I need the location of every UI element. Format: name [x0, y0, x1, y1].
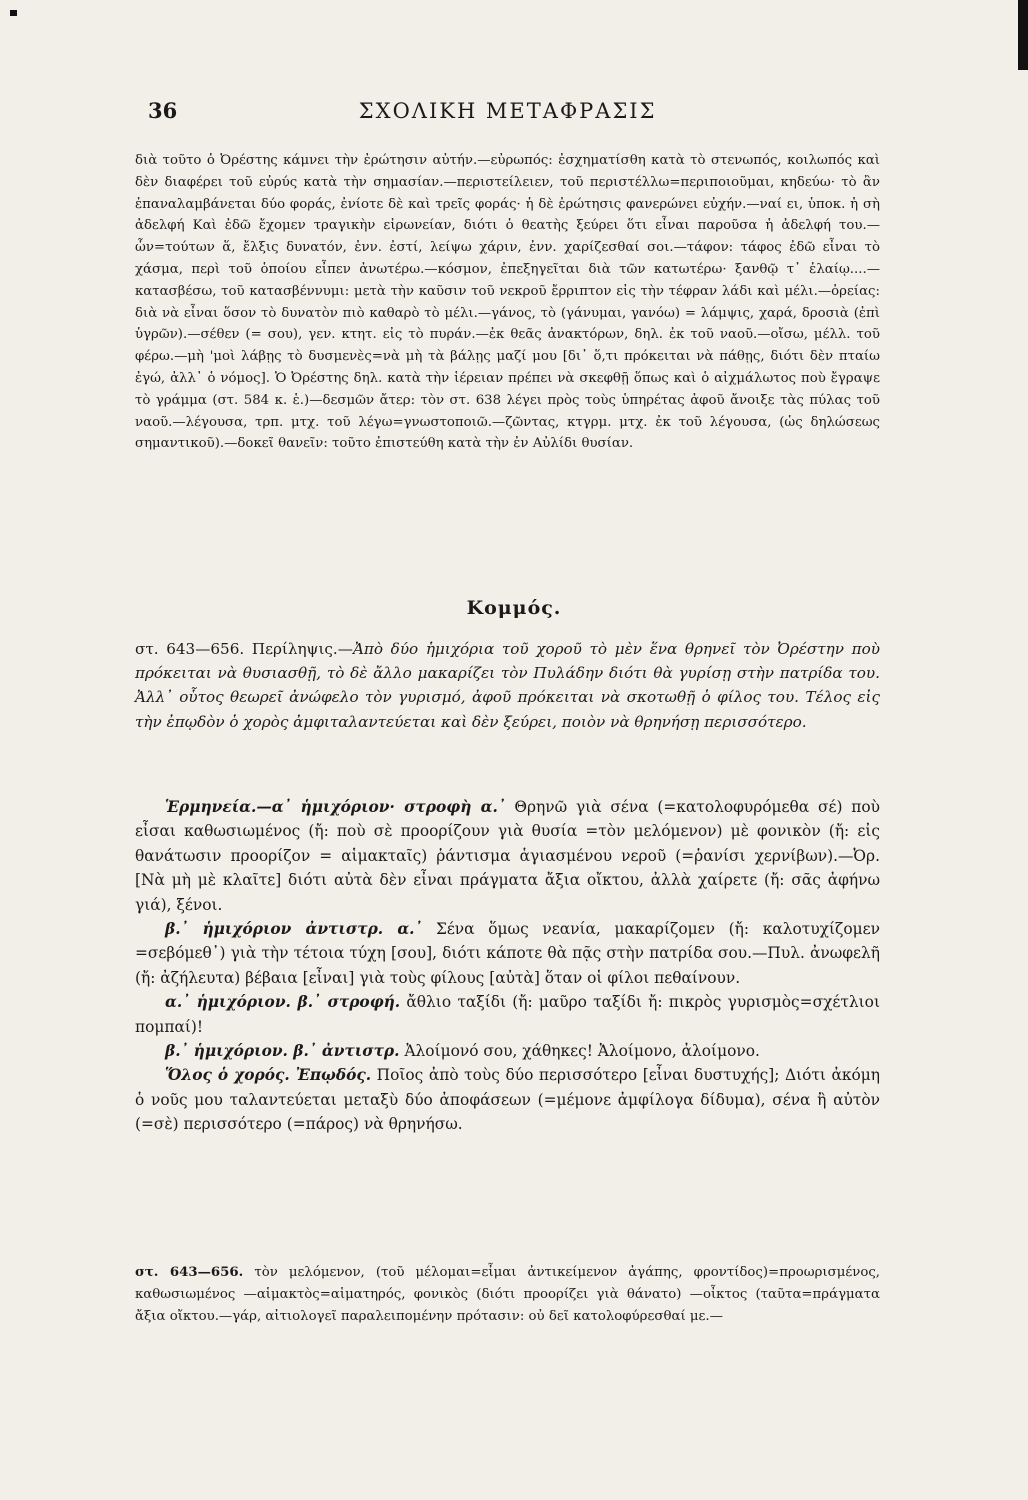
- interp-text: Θρηνῶ γιὰ σένα (=κατολοφυρόμεθα σέ) ποὺ εἶσαι καθωσιωμένος (ἤ: ποὺ σὲ προορίζουν γιὰ θυσία =τὸν μελόμενον) μὲ φονικὸν (ἤ: εἰς θανάτωσιν προορίζον = αἱμακταῖς) ῥάντισμα ἁγιασμένου νεροῦ (=ῥανίσι χερνίβων).—Ὀρ. [Νὰ μὴ μὲ κλαῖτε] διότι αὐτὰ δὲν εἶναι πράγματα ἄξια οἴκτου, ἀλλὰ χαίρετε (ἤ: σᾶς ἀφήνω γιά), ξένοι.: [135, 798, 880, 914]
- interp-label: β.᾽ ἡμιχόριον. β.᾽ ἀντιστρ.: [165, 1042, 400, 1061]
- interp-paragraph: [135, 1063, 880, 1136]
- interp-text: Ἀλοίμονό σου, χάθηκες! Ἀλοίμονο, ἀλοίμονο.: [404, 1042, 760, 1061]
- scan-edge-mark: [1018, 0, 1028, 70]
- notes-bottom-ref: στ. 643—656.: [135, 1265, 244, 1280]
- interp-text: Σένα ὅμως νεανία, μακαρίζομεν (ἤ: καλοτυχίζομεν =σεβόμεθ᾽) γιὰ τὴν τέτοια τύχη [σου], διότι κάποτε θὰ πᾷς στὴν πατρίδα σου.—Πυλ. ἀνωφελῆ (ἤ: ἀζήλευτα) βέβαια [εἶναι] γιὰ τοὺς φίλους [αὐτὰ] ὅταν οἱ φίλοι πεθαίνουν.: [135, 920, 880, 987]
- interp-label: Ἑρμηνεία.—α᾽ ἡμιχόριον· στροφὴ α.᾽: [165, 798, 506, 816]
- interp-text: Ποῖος ἀπὸ τοὺς δύο περισσότερο [εἶναι δυστυχής]; Διότι ἀκόμη ὁ νοῦς μου ταλαντεύεται μεταξὺ δύο ἀποφάσεων (=μέμονε ἀμφίλογα δίδυμα), σένα ἢ αὐτὸν (=σὲ) περισσότερο (=πάρος) νὰ θρηνήσω.: [135, 1066, 880, 1134]
- notes-bottom-text: τὸν μελόμενον, (τοῦ μέλομαι=εἶμαι ἀντικείμενον ἀγάπης, φροντίδος)=προωρισμένος, καθωσιωμένος —αἱμακτὸς=αἱματηρός, φονικὸς (διότι προορίζει γιὰ θάνατο) —οἶκτος (ταῦτα=πράγματα ἄξια οἴκτου.—γάρ, αἰτιολογεῖ παραλειπομένην πρότασιν: οὐ δεῖ κατολοφύρεσθαί με.—: [135, 1265, 881, 1324]
- summary-body: Ἀπὸ δύο ἡμιχόρια τοῦ χοροῦ τὸ μὲν ἕνα θρηνεῖ τὸν Ὀρέστην ποὺ πρόκειται νὰ θυσιασθῇ, τὸ δὲ ἄλλο μακαρίζει τὸν Πυλάδην διότι θὰ γυρίσῃ στὴν πατρίδα του. Ἀλλ᾽ οὗτος θεωρεῖ ἀνώφελο τὸν γυρισμό, ἀφοῦ πρόκειται νὰ σκοτωθῇ ὁ φίλος του. Τέλος εἰς τὴν ἐπῳδὸν ὁ χορὸς ἀμφιταλαντεύεται καὶ δὲν ξεύρει, ποιὸν νὰ θρηνήσῃ περισσότερο.: [135, 640, 880, 731]
- summary-lead: στ. 643—656. Περίληψις.—: [135, 640, 353, 658]
- interp-paragraph: [135, 990, 880, 1039]
- interp-paragraph: [135, 1039, 880, 1063]
- section-title: Κομμός.: [466, 597, 562, 619]
- notes-top: διὰ τοῦτο ὁ Ὀρέστης κάμνει τὴν ἐρώτησιν αὐτήν.—εὐρωπός: ἐσχηματίσθη κατὰ τὸ στενωπός, κοιλωπός καὶ δὲν διαφέρει τοῦ εὐρύς κατὰ τὴν σημασίαν.—περιστείλειεν, τοῦ περιστέλλω=περιποιοῦμαι, κηδεύω· τὸ ἂν ἐπαναλαμβάνεται δύο φοράς, ἐνίοτε δὲ καὶ τρεῖς φοράς· ἡ δὲ ἐρώτησις φανερώνει εὐχήν.—ναί ει, ὑποκ. ἡ σὴ ἀδελφή Καὶ ἐδῶ ἔχομεν τραγικὴν εἰρωνείαν, διότι ὁ θεατὴς ξεύρει ὅτι εἶναι παροῦσα ἡ ἀδελφή του.—ὧν=τούτων ἅ, ἔλξις δυνατόν, ἐνν. ἐστί, λείψω χάριν, ἐνν. χαρίζεσθαί σοι.—τάφον: τάφος ἐδῶ εἶναι τὸ χάσμα, περὶ τοῦ ὁποίου εἶπεν ἀνωτέρω.—κόσμον, ἐπεξηγεῖται διὰ τῶν κατωτέρω· ξανθῷ τ᾽ ἐλαίῳ....—κατασβέσω, τοῦ κατασβέννυμι: μετὰ τὴν καῦσιν τοῦ νεκροῦ ἔρριπτον εἰς τὴν τέφραν λάδι καὶ μέλι.—ὀρείας: διὰ νὰ εἶναι ὅσον τὸ δυνατὸν πιὸ καθαρὸ τὸ μέλι.—γάνος, τὸ (γάνυμαι, γανόω) = λάμψις, χαρά, δροσιὰ (ἐπὶ ὑγρῶν).—σέθεν (= σου), γεν. κτητ. εἰς τὸ πυράν.—ἐκ θεᾶς ἀνακτόρων, δηλ. ἐκ τοῦ ναοῦ.—οἴσω, μέλλ. τοῦ φέρω.—μὴ 'μοὶ λάβῃς τὸ δυσμενὲς=νὰ μὴ τὰ βάλῃς μαζί μου [δι᾽ ὅ,τι πρόκειται νὰ πάθῃς, διότι δὲν πταίω ἐγώ, ἀλλ᾽ ὁ νόμος]. Ὁ Ὀρέστης δηλ. κατὰ τὴν ἱέρειαν πρέπει νὰ σκεφθῇ ὅπως καὶ ὁ αἰχμάλωτος ποὺ ἔγραψε τὸ γράμμα (στ. 584 κ. ἑ.)—δεσμῶν ἄτερ: τὸν στ. 638 λέγει πρὸς τοὺς ὑπηρέτας ἀφοῦ ἄνοιξε τὰς πύλας τοῦ ναοῦ.—λέγουσα, τρπ. μτχ. τοῦ λέγω=γνωστοποιῶ.—ζῶντας, κτγρμ. μτχ. ἐκ τοῦ λέγουσα, (ὡς δηλώσεως σημαντικοῦ).—δοκεῖ θανεῖν: τοῦτο ἐπιστεύθη κατὰ τὴν ἐν Αὐλίδι θυσίαν.: [135, 153, 880, 452]
- interp-label: Ὅλος ὁ χορός. Ἐπῳδός.: [165, 1066, 372, 1085]
- notes-bottom: [135, 1262, 880, 1327]
- interp-label: α.᾽ ἡμιχόριον. β.᾽ στροφή.: [165, 993, 401, 1012]
- summary-paragraph: [135, 637, 880, 734]
- scan-edge-mark: [10, 10, 17, 16]
- interpretation-block: [135, 795, 880, 1137]
- interp-text: ἄθλιο ταξίδι (ἤ: μαῦρο ταξίδι ἤ: πικρὸς γυρισμὸς=σχέτλιοι πομπαί)!: [135, 993, 880, 1036]
- interp-paragraph: [135, 917, 880, 990]
- page-number: 36: [148, 98, 178, 123]
- interp-label: β.᾽ ἡμιχόριον ἀντιστρ. α.᾽: [165, 920, 423, 939]
- interp-paragraph: [135, 795, 880, 917]
- page-header: [148, 98, 878, 123]
- running-title: ΣΧΟΛΙΚΗ ΜΕΤΑΦΡΑΣΙΣ: [358, 99, 657, 123]
